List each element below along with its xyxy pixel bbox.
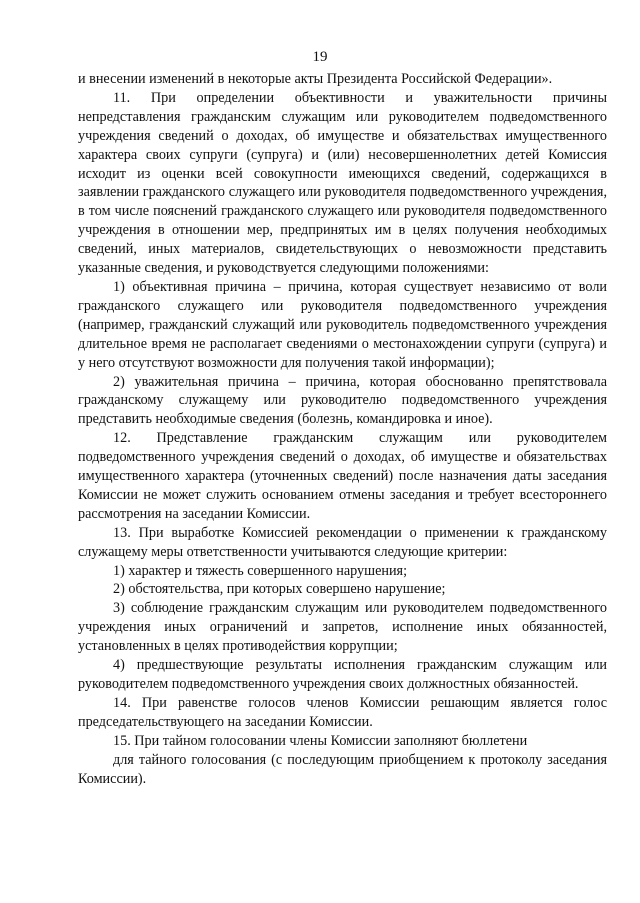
paragraph: 1) характер и тяжесть совершенного нарушения; bbox=[113, 562, 408, 579]
paragraph: 2) обстоятельства, при которых совершено нарушение; bbox=[113, 581, 446, 598]
paragraph: и внесении изменений в некоторые акты Президента Российской Федерации». bbox=[78, 71, 553, 87]
paragraph: для тайного голосования (с последующим приобщением к протоколу заседания Комиссии). bbox=[78, 751, 607, 787]
paragraph: 13. При выработке Комиссией рекомендации о применении к гражданскому служащему меры ответственности учитываются следующие критерии: bbox=[78, 524, 607, 560]
paragraph: 12. Представление гражданским служащим или руководителем подведомственного учреждения сведений о доходах, об имуществе и обязательствах имущественного характера (уточненных сведений) после назначения даты заседания Комиссии не может служить основанием отмены заседания и требует всестороннего рассмотрения на заседании Комиссии. bbox=[78, 430, 607, 522]
page-number: 19 bbox=[312, 49, 328, 65]
paragraph: 1) объективная причина – причина, которая существует независимо от воли гражданского служащего или руководителя подведомственного учреждения (например, гражданский служащий или руководитель подведомственного учреждения длительное время не располагает сведениями о местонахождении супруги (супруга) и у него отсутствуют возможности для получения такой информации); bbox=[78, 278, 607, 371]
paragraph: 15. При тайном голосовании члены Комиссии заполняют бюллетени bbox=[113, 732, 528, 749]
paragraph: 3) соблюдение гражданским служащим или руководителем подведомственного учреждения иных ограничений и запретов, исполнение иных обязанностей, установленных в целях противодействия коррупции; bbox=[78, 600, 607, 655]
paragraph: 4) предшествующие результаты исполнения гражданским служащим или руководителем подведомственного учреждения своих должностных обязанностей. bbox=[78, 657, 607, 692]
paragraph: 14. При равенстве голосов членов Комиссии решающим является голос председательствующего на заседании Комиссии. bbox=[78, 694, 607, 730]
document-body bbox=[78, 70, 607, 788]
paragraph: 2) уважительная причина – причина, которая обоснованно препятствовала гражданскому служащему или руководителю подведомственного учреждения представить необходимые сведения (болезнь, командировка и иное). bbox=[78, 373, 607, 428]
paragraph: 11. При определении объективности и уважительности причины непредставления гражданским служащим или руководителем подведомственного учреждения сведений о доходах, об имуществе и обязательствах имущественного характера своих супруги (супруга) и (или) несовершеннолетних детей Комиссия исходит из оценки всей совокупности имеющихся сведений, содержащихся в заявлении гражданского служащего или руководителя подведомственного учреждения, в том числе пояснений гражданского служащего или руководителя подведомственного учреждения в отношении мер, предпринятых им в целях получения необходимых сведений, иных материалов, свидетельствующих о невозможности представить указанные сведения, и руководствуется следующими положениями: bbox=[78, 89, 607, 277]
